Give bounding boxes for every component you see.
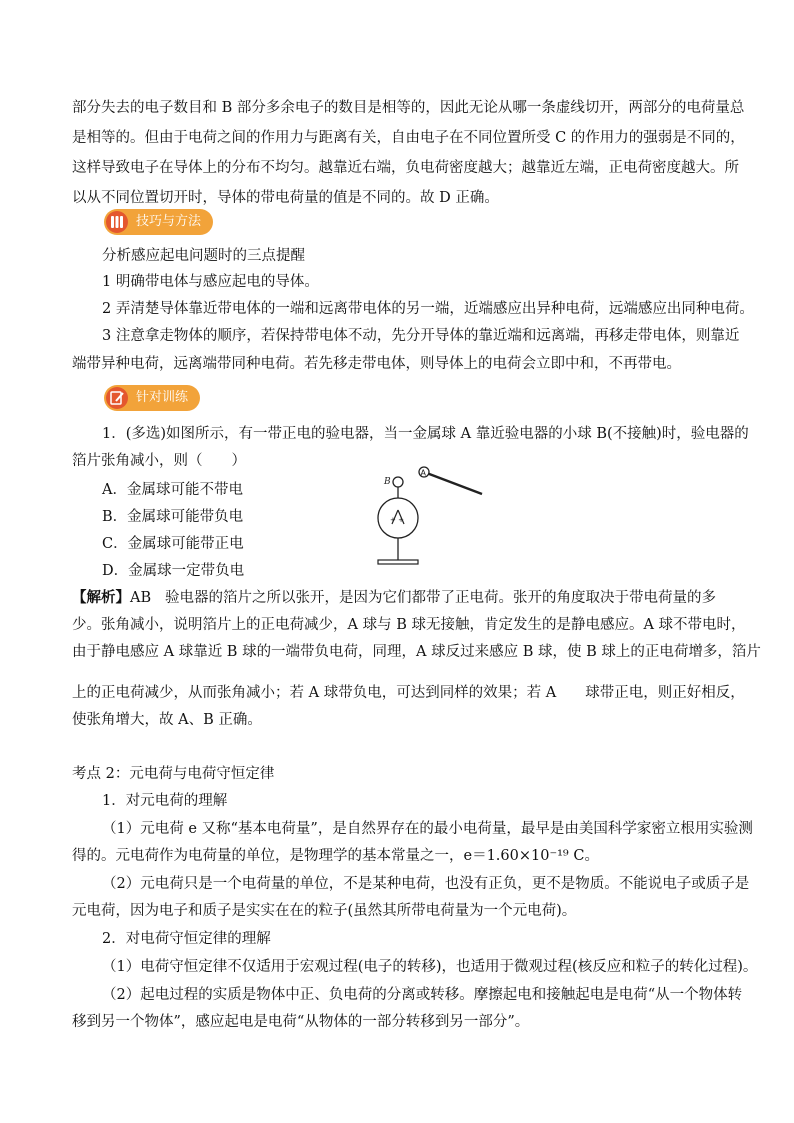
section-paragraph: （1）电荷守恒定律不仅适用于宏观过程(电子的转移)，也适用于微观过程(核反应和粒子的转化过程)。 bbox=[102, 959, 758, 975]
tips-badge bbox=[104, 209, 213, 235]
paragraph-line: 以从不同位置切开时，导体的带电荷量的值是不同的。故 D 正确。 bbox=[72, 190, 499, 206]
option-a: A．金属球可能不带电 bbox=[102, 482, 243, 498]
pencil-icon bbox=[106, 387, 128, 409]
analysis-line: 使张角增大，故 A、B 正确。 bbox=[72, 712, 262, 728]
option-c: C．金属球可能带正电 bbox=[102, 536, 244, 552]
section-title: 考点 2：元电荷与电荷守恒定律 bbox=[72, 766, 275, 782]
label-a: A bbox=[420, 468, 426, 478]
tips-item: 1 明确带电体与感应起电的导体。 bbox=[102, 274, 319, 290]
tips-title: 分析感应起电问题时的三点提醒 bbox=[102, 248, 305, 264]
section-paragraph: 得的。元电荷作为电荷量的单位，是物理学的基本常量之一，e＝1.60×10⁻¹⁹ C。 bbox=[72, 848, 599, 864]
analysis-text: 验电器的箔片之所以张开，是因为它们都带了正电荷。张开的角度取决于带电荷量的多 bbox=[164, 590, 716, 606]
analysis-line: 由于静电感应 A 球靠近 B 球的一端带负电荷，同理，A 球反过来感应 B 球，使 B 球上的正电荷增多，箔片 bbox=[72, 644, 761, 660]
paragraph-line: 是相等的。但由于电荷之间的作用力与距离有关，自由电子在不同位置所受 C 的作用力的强弱是不同的， bbox=[72, 130, 745, 146]
paragraph-line: 这样导致电子在导体上的分布不均匀。越靠近右端，负电荷密度越大；越靠近左端，正电荷密度越大。所 bbox=[72, 160, 739, 176]
section-paragraph: （2）起电过程的实质是物体中正、负电荷的分离或转移。摩擦起电和接触起电是电荷“从一个物体转 bbox=[102, 987, 743, 1003]
book-icon bbox=[106, 211, 128, 233]
training-badge-label: 针对训练 bbox=[136, 390, 189, 405]
analysis-line bbox=[72, 588, 716, 608]
section-paragraph: 移到另一个物体”，感应起电是电荷“从物体的一部分转移到另一部分”。 bbox=[72, 1014, 530, 1030]
section-paragraph: 元电荷，因为电子和质子是实实在在的粒子(虽然其所带电荷量为一个元电荷)。 bbox=[72, 903, 577, 919]
tips-badge-label: 技巧与方法 bbox=[136, 214, 202, 229]
analysis-line: 少。张角减小，说明箔片上的正电荷减少，A 球与 B 球无接触，肯定发生的是静电感应。A 球不带电时， bbox=[72, 617, 746, 633]
training-badge bbox=[104, 385, 200, 411]
analysis-answer: AB bbox=[130, 590, 152, 606]
tips-item: 3 注意拿走物体的顺序，若保持带电体不动，先分开导体的靠近端和远离端，再移走带电体，则靠近 bbox=[102, 328, 740, 344]
paragraph-line: 部分失去的电子数目和 B 部分多余电子的数目是相等的，因此无论从哪一条虚线切开，两部分的电荷量总 bbox=[72, 100, 745, 116]
tips-item: 端带异种电荷，远离端带同种电荷。若先移走带电体，则导体上的电荷会立即中和，不再带电。 bbox=[72, 356, 681, 372]
subsection-heading: 2．对电荷守恒定律的理解 bbox=[102, 931, 271, 947]
analysis-label: 【解析】 bbox=[72, 589, 130, 606]
tips-item: 2 弄清楚导体靠近带电体的一端和远离带电体的另一端，近端感应出异种电荷，远端感应出同种电荷。 bbox=[102, 301, 754, 317]
analysis-line: 上的正电荷减少，从而张角减小；若 A 球带负电，可达到同样的效果；若 A 球带正电，则正好相反， bbox=[72, 685, 745, 701]
label-b: B bbox=[384, 477, 391, 487]
electroscope-figure bbox=[358, 460, 488, 582]
option-b: B．金属球可能带负电 bbox=[102, 509, 244, 525]
section-paragraph: （2）元电荷只是一个电荷量的单位，不是某种电荷，也没有正负，更不是物质。不能说电子或质子是 bbox=[102, 876, 750, 892]
option-d: D．金属球一定带负电 bbox=[102, 563, 245, 579]
subsection-heading: 1．对元电荷的理解 bbox=[102, 793, 228, 809]
question-stem: 1．(多选)如图所示，有一带正电的验电器，当一金属球 A 靠近验电器的小球 B(不接触)时，验电器的 bbox=[102, 426, 749, 442]
leaf-charges: + + bbox=[390, 516, 404, 524]
section-paragraph: （1）元电荷 e 又称“基本电荷量”，是自然界存在的最小电荷量，最早是由美国科学家密立根用实验测 bbox=[102, 821, 753, 837]
question-stem: 箔片张角减小，则（ ） bbox=[72, 453, 246, 469]
